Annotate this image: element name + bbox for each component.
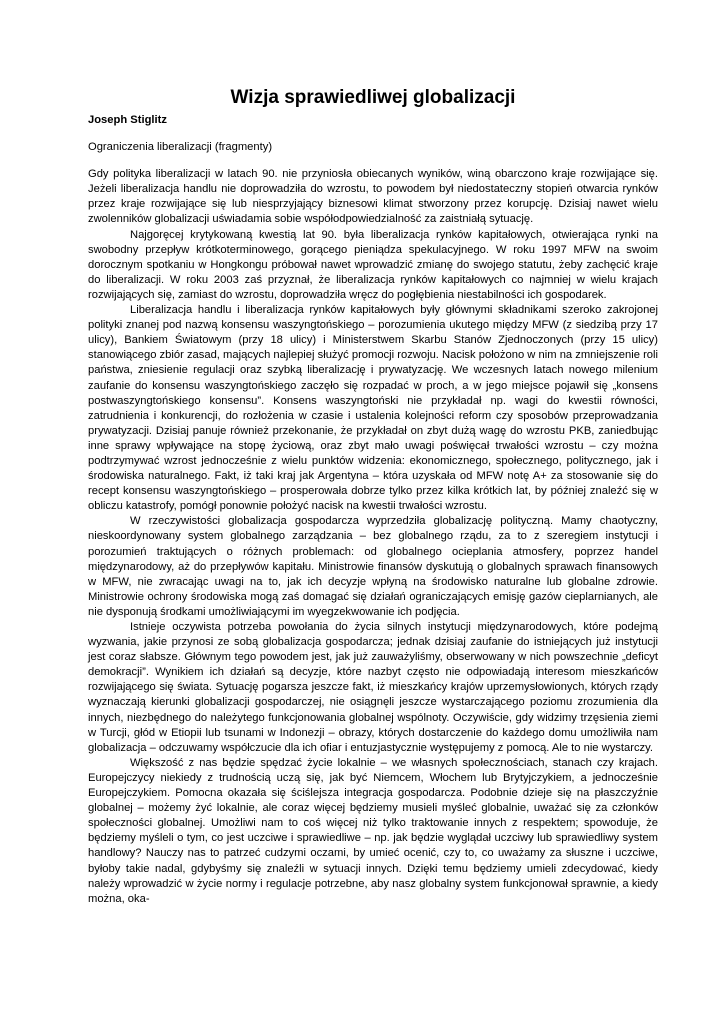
paragraph-6: Większość z nas będzie spędzać życie lokalnie – we własnych społecznościach, stanach czy krajach. Europejczycy niekiedy z trudnością uczą się, jak być Niemcem, Włochem lub Brytyjczykiem, a jednocześnie Europejczykiem. Pomocna okazała się ściślejsza integracja gospodarcza. Podobnie dzieje się na płaszczyźnie globalnej – możemy żyć lokalnie, ale coraz więcej będziemy musieli myśleć globalnie, uważać się za członków społeczności globalnej. Umożliwi nam to coś więcej niż tylko traktowanie innych z respektem; spowoduje, że będziemy myśleli o tym, co jest uczciwe i sprawiedliwe – np. jak będzie wyglądał uczciwy lub sprawiedliwy system handlowy? Nauczy nas to patrzeć cudzymi oczami, by umieć ocenić, czy to, co uważamy za słuszne i uczciwe, byłoby takie nadal, gdybyśmy się znaleźli w sytuacji innych. Dzięki temu będziemy umieli zdecydować, kiedy należy wprowadzić w życie normy i regulacje potrzebne, aby nasz globalny system funkcjonował sprawnie, a kiedy można, oka-: [88, 756, 658, 905]
paragraph-2: Najgoręcej krytykowaną kwestią lat 90. była liberalizacja rynków kapitałowych, otwierająca rynki na swobodny przepływ krótkoterminowego, gorącego pieniądza spekulacyjnego. W roku 1997 MFW na swoim dorocznym spotkaniu w Hongkongu próbował nawet wprowadzić zmianę do swojego statutu, żeby zachęcić kraje do liberalizacji. W roku 2003 zaś przyznał, że liberalizacja rynków kapitałowych co najmniej w wielu krajach rozwijających się, zamiast do wzrostu, doprowadziła wręcz do pogłębienia niestabilności ich gospodarek.: [88, 228, 658, 301]
paragraph-4: W rzeczywistości globalizacja gospodarcza wyprzedziła globalizację polityczną. Mamy chaotyczny, nieskoordynowany system globalnego zarządzania – bez globalnego rządu, za to z szeregiem instytucji i porozumień traktujących o różnych problemach: od globalnego ocieplania atmosfery, poprzez handel międzynarodowy, aż do przepływów kapitału. Ministrowie finansów dyskutują o globalnych sprawach finansowych w MFW, nie zwracając uwagi na to, jak ich decyzje wpłyną na środowisko naturalne lub globalne zdrowie. Ministrowie ochrony środowiska mogą zaś domagać się działań ograniczających emisję gazów cieplarnianych, ale nie dysponują środkami umożliwiającymi im wyegzekwowanie ich podjęcia.: [88, 515, 658, 618]
document-title: Wizja sprawiedliwej globalizacji: [230, 87, 516, 108]
document-author: Joseph Stiglitz: [88, 114, 167, 126]
paragraph-5: Istnieje oczywista potrzeba powołania do życia silnych instytucji międzynarodowych, które podejmą wyzwania, jakie przynosi ze sobą globalizacja gospodarcza; jednak dzisiaj zaufanie do istniejących już instytucji jest coraz słabsze. Głównym tego powodem jest, jak już zauważyliśmy, obserwowany w nich powszechnie „deficyt demokracji”. Wynikiem ich działań są decyzje, które nazbyt często nie odpowiadają interesom mieszkańców rozwijającego się świata. Sytuację pogarsza jeszcze fakt, iż mieszkańcy krajów uprzemysłowionych, których rządy wyznaczają kierunki globalizacji gospodarczej, nie osiągnęli jeszcze wystarczającego poziomu zrozumienia dla innych, niezbędnego do należytego funkcjonowania globalnej wspólnoty. Oczywiście, gdy widzimy trzęsienia ziemi w Turcji, głód w Etiopii lub tsunami w Indonezji – obrazy, których dostarczenie do każdego domu umożliwiła nam globalizacja – odczuwamy współczucie dla ich ofiar i entuzjastycznie występujemy z pomocą. Ale to nie wystarczy.: [88, 621, 658, 754]
document-body: [88, 167, 658, 907]
document-subtitle: Ograniczenia liberalizacji (fragmenty): [88, 141, 273, 154]
paragraph-3: Liberalizacja handlu i liberalizacja rynków kapitałowych były głównymi składnikami szeroko zakrojonej polityki znanej pod nazwą konsensu waszyngtońskiego – porozumienia ukutego między MFW (z siedzibą przy 17 ulicy), Bankiem Światowym (przy 18 ulicy) i Ministerstwem Skarbu Stanów Zjednoczonych (przy 15 ulicy) stanowiącego zbiór zasad, mających najlepiej służyć promocji rozwoju. Nacisk położono w nim na zmniejszenie roli państwa, zniesienie regulacji oraz szybką liberalizację i prywatyzację. We wczesnych latach nowego milenium zaufanie do konsensu waszyngtońskiego zaczęło się rozpadać w proch, a w jego miejsce pojawił się „konsens postwaszyngtońskiego konsensu”. Konsens waszyngtoński nie przykładał np. wagi do kwestii równości, zatrudnienia i konkurencji, do rozłożenia w czasie i ustalenia kolejności reform czy sposobów przeprowadzania prywatyzacji. Dzisiaj panuje również przekonanie, że przykładał on zbyt dużą wagę do wzrostu PKB, zaniedbując inne sprawy wpływające na stopę życiową, oraz zbyt mało uwagi poświęcał trwałości wzrostu – czy można podtrzymywać wzrost jednocześnie z wielu punktów widzenia: ekonomicznego, społecznego, politycznego, jak i środowiska naturalnego. Fakt, iż taki kraj jak Argentyna – która uzyskała od MFW notę A+ za stosowanie się do recept konsensu waszyngtońskiego – prosperowała dobrze tylko przez kilka krótkich lat, by później znaleźć się w obliczu katastrofy, pomógł ponownie położyć nacisk na kwestii trwałości wzrostu.: [88, 304, 658, 513]
paragraph-1: Gdy polityka liberalizacji w latach 90. nie przyniosła obiecanych wyników, winą obarczono kraje rozwijające się. Jeżeli liberalizacja handlu nie doprowadziła do wzrostu, to powodem był niedostateczny stopień otwarcia rynków przez kraje rozwijające się lub niesprzyjający biznesowi klimat stworzony przez korupcję. Dzisiaj nawet wielu zwolenników globalizacji uświadamia sobie współodpowiedzialność za zaistniałą sytuację.: [88, 168, 658, 226]
